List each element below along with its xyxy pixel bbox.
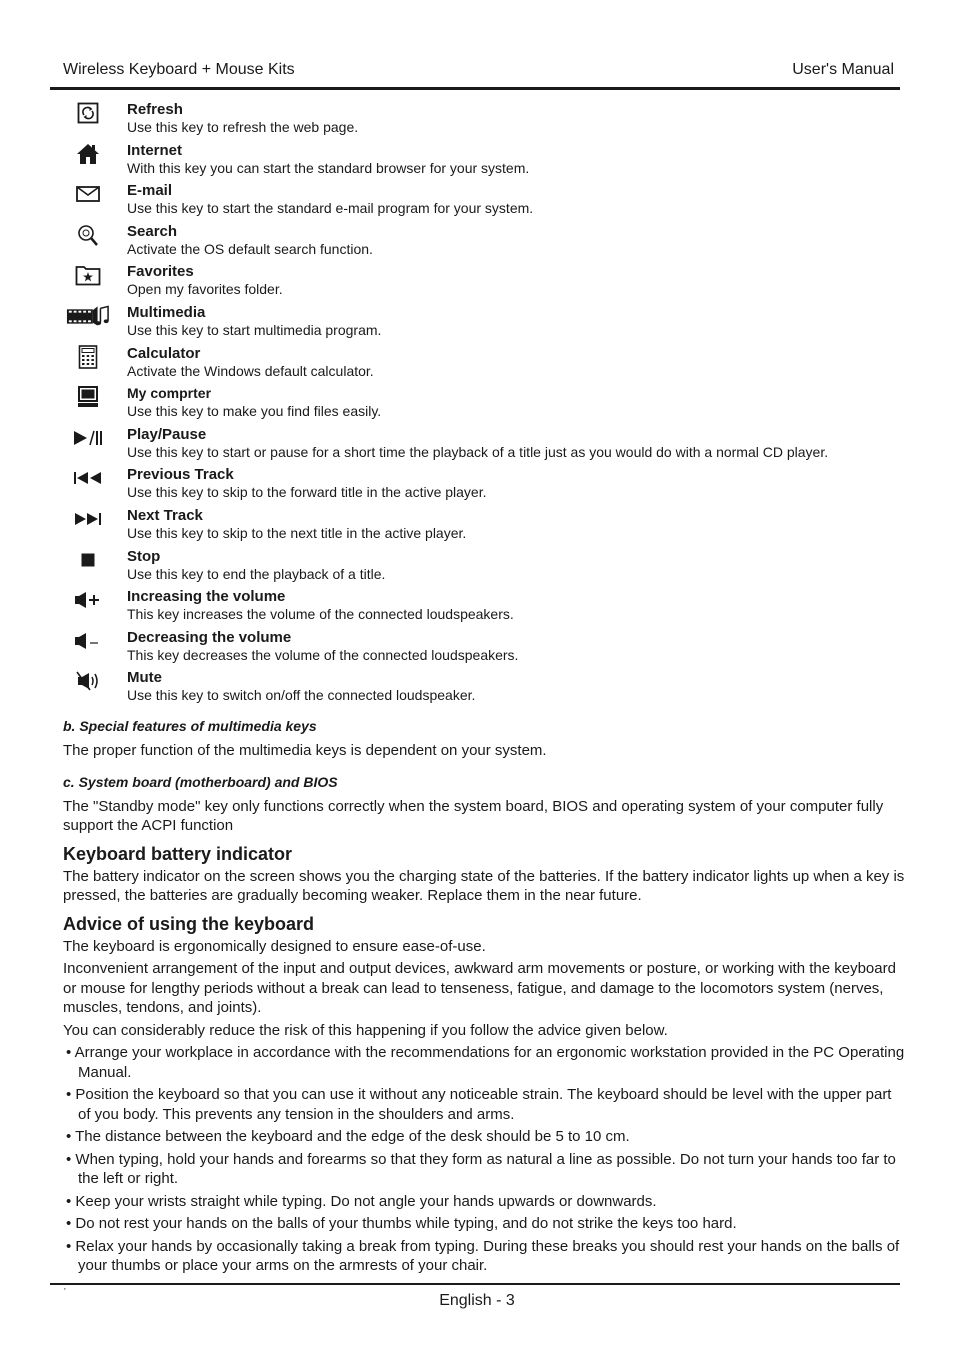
- mute-icon: [66, 668, 110, 694]
- page-header: [63, 61, 894, 81]
- computer-icon: [66, 384, 110, 410]
- key-item-my-computer: [0, 384, 954, 425]
- favorites-icon: [66, 262, 110, 288]
- envelope-icon: [66, 181, 110, 207]
- advice-bullet: • When typing, hold your hands and forearms so that they form as natural a line as possible. Do not turn your hands too far to the left or right.: [66, 1150, 896, 1187]
- key-item-refresh: [0, 100, 954, 141]
- key-title: E-mail: [127, 182, 173, 200]
- refresh-icon: [66, 100, 110, 126]
- key-title: Stop: [127, 547, 161, 565]
- key-description: This key increases the volume of the connected loudspeakers.: [127, 606, 514, 623]
- key-description: Use this key to make you find files easily.: [127, 403, 382, 420]
- magnifier-icon: [66, 222, 110, 248]
- advice-paragraph: Inconvenient arrangement of the input and output devices, awkward arm movements or posture, or working with the keyboard or mouse for lengthy periods without a break can lead to tenseness, fatigue, and damage to the locomotors system (nerves, muscles, tendons, and joints).: [63, 960, 896, 1016]
- bios-heading: c. System board (motherboard) and BIOS: [63, 774, 338, 790]
- volume-up-icon: [66, 587, 110, 613]
- key-item-email: [0, 181, 954, 222]
- key-description: Use this key to end the playback of a title.: [127, 565, 386, 582]
- footer-mark: ·: [63, 1283, 67, 1295]
- key-item-favorites: [0, 262, 954, 303]
- body-text: [63, 717, 905, 1276]
- key-description: Activate the Windows default calculator.: [127, 362, 374, 379]
- key-title: Refresh: [127, 101, 183, 118]
- key-description: Use this key to skip to the forward title in the active player.: [127, 484, 487, 501]
- key-title: Calculator: [127, 344, 201, 362]
- key-item-multimedia: [0, 303, 954, 344]
- hotkey-list: [0, 100, 954, 709]
- advice-bullet: • Do not rest your hands on the balls of your thumbs while typing, and do not strike the keys too hard.: [66, 1215, 737, 1232]
- key-description: Open my favorites folder.: [127, 281, 283, 298]
- key-item-internet: [0, 141, 954, 182]
- key-item-volume-down: [0, 628, 954, 669]
- key-description: Use this key to start the standard e-mail program for your system.: [127, 200, 534, 217]
- key-item-next-track: [0, 506, 954, 547]
- key-item-calculator: [0, 344, 954, 385]
- bios-text: The "Standby mode" key only functions correctly when the system board, BIOS and operating system of your computer fully support the ACPI function: [63, 797, 884, 834]
- advice-bullet: • The distance between the keyboard and the edge of the desk should be 5 to 10 cm.: [66, 1128, 630, 1145]
- volume-down-icon: [66, 628, 110, 654]
- header-divider: [50, 87, 900, 90]
- play-pause-icon: [66, 425, 110, 451]
- key-title: Decreasing the volume: [127, 628, 292, 646]
- key-title: Increasing the volume: [127, 588, 286, 606]
- key-title: Next Track: [127, 506, 203, 524]
- key-item-search: [0, 222, 954, 263]
- key-title: Favorites: [127, 263, 194, 281]
- key-item-previous-track: [0, 465, 954, 506]
- footer-divider: [50, 1283, 900, 1285]
- key-description: This key decreases the volume of the connected loudspeakers.: [127, 646, 519, 663]
- advice-intro: The keyboard is ergonomically designed to ensure ease-of-use.: [63, 937, 486, 955]
- advice-paragraph: You can considerably reduce the risk of this happening if you follow the advice given below.: [63, 1021, 668, 1039]
- key-description: With this key you can start the standard browser for your system.: [127, 159, 530, 176]
- key-item-stop: [0, 547, 954, 588]
- page-number: English - 3: [439, 1292, 515, 1309]
- key-description: Activate the OS default search function.: [127, 240, 373, 257]
- key-title: Internet: [127, 141, 183, 159]
- key-description: Use this key to switch on/off the connected loudspeaker.: [127, 687, 476, 704]
- calculator-icon: [66, 344, 110, 370]
- stop-icon: [66, 547, 110, 573]
- key-title: Search: [127, 222, 178, 240]
- battery-heading: Keyboard battery indicator: [63, 843, 293, 864]
- key-title: Previous Track: [127, 466, 234, 484]
- key-description: Use this key to refresh the web page.: [127, 119, 359, 135]
- multimedia-icon: [66, 303, 110, 329]
- special-features-heading: b. Special features of multimedia keys: [63, 718, 317, 734]
- advice-heading: Advice of using the keyboard: [63, 913, 315, 934]
- key-item-volume-up: [0, 587, 954, 628]
- next-track-icon: [66, 506, 110, 532]
- advice-bullet: • Keep your wrists straight while typing. Do not angle your hands upwards or downwards.: [66, 1192, 657, 1210]
- header-manual-title: User's Manual: [792, 61, 894, 78]
- special-features-text: The proper function of the multimedia keys is dependent on your system.: [63, 741, 547, 759]
- key-title: Play/Pause: [127, 425, 207, 443]
- advice-bullet: • Position the keyboard so that you can use it without any noticeable strain. The keyboard should be level with the upper part of you body. This prevents any tension in the shoulders and arms.: [66, 1086, 892, 1123]
- home-icon: [66, 141, 110, 167]
- key-title: Mute: [127, 669, 162, 687]
- previous-track-icon: [66, 465, 110, 491]
- key-description: Use this key to start multimedia program.: [127, 321, 382, 338]
- advice-bullet: • Relax your hands by occasionally taking a break from typing. During these breaks you should rest your hands on the balls of your thumbs or place your arms on the armrests of your chair.: [66, 1237, 900, 1274]
- key-title: Multimedia: [127, 303, 206, 321]
- key-description: Use this key to start or pause for a short time the playback of a title just as you would do with a normal CD player.: [127, 443, 829, 460]
- battery-text: The battery indicator on the screen shows you the charging state of the batteries. If the battery indicator lights up when a key is pressed, the batteries are gradually becoming weaker. Replace them in the near future.: [63, 867, 905, 904]
- key-title: My comprter: [127, 385, 212, 402]
- key-item-play-pause: [0, 425, 954, 466]
- header-product-title: Wireless Keyboard + Mouse Kits: [63, 61, 295, 78]
- key-item-mute: [0, 668, 954, 709]
- key-description: Use this key to skip to the next title in the active player.: [127, 524, 467, 541]
- advice-bullet: • Arrange your workplace in accordance with the recommendations for an ergonomic workstation provided in the PC Operating Manual.: [66, 1044, 905, 1081]
